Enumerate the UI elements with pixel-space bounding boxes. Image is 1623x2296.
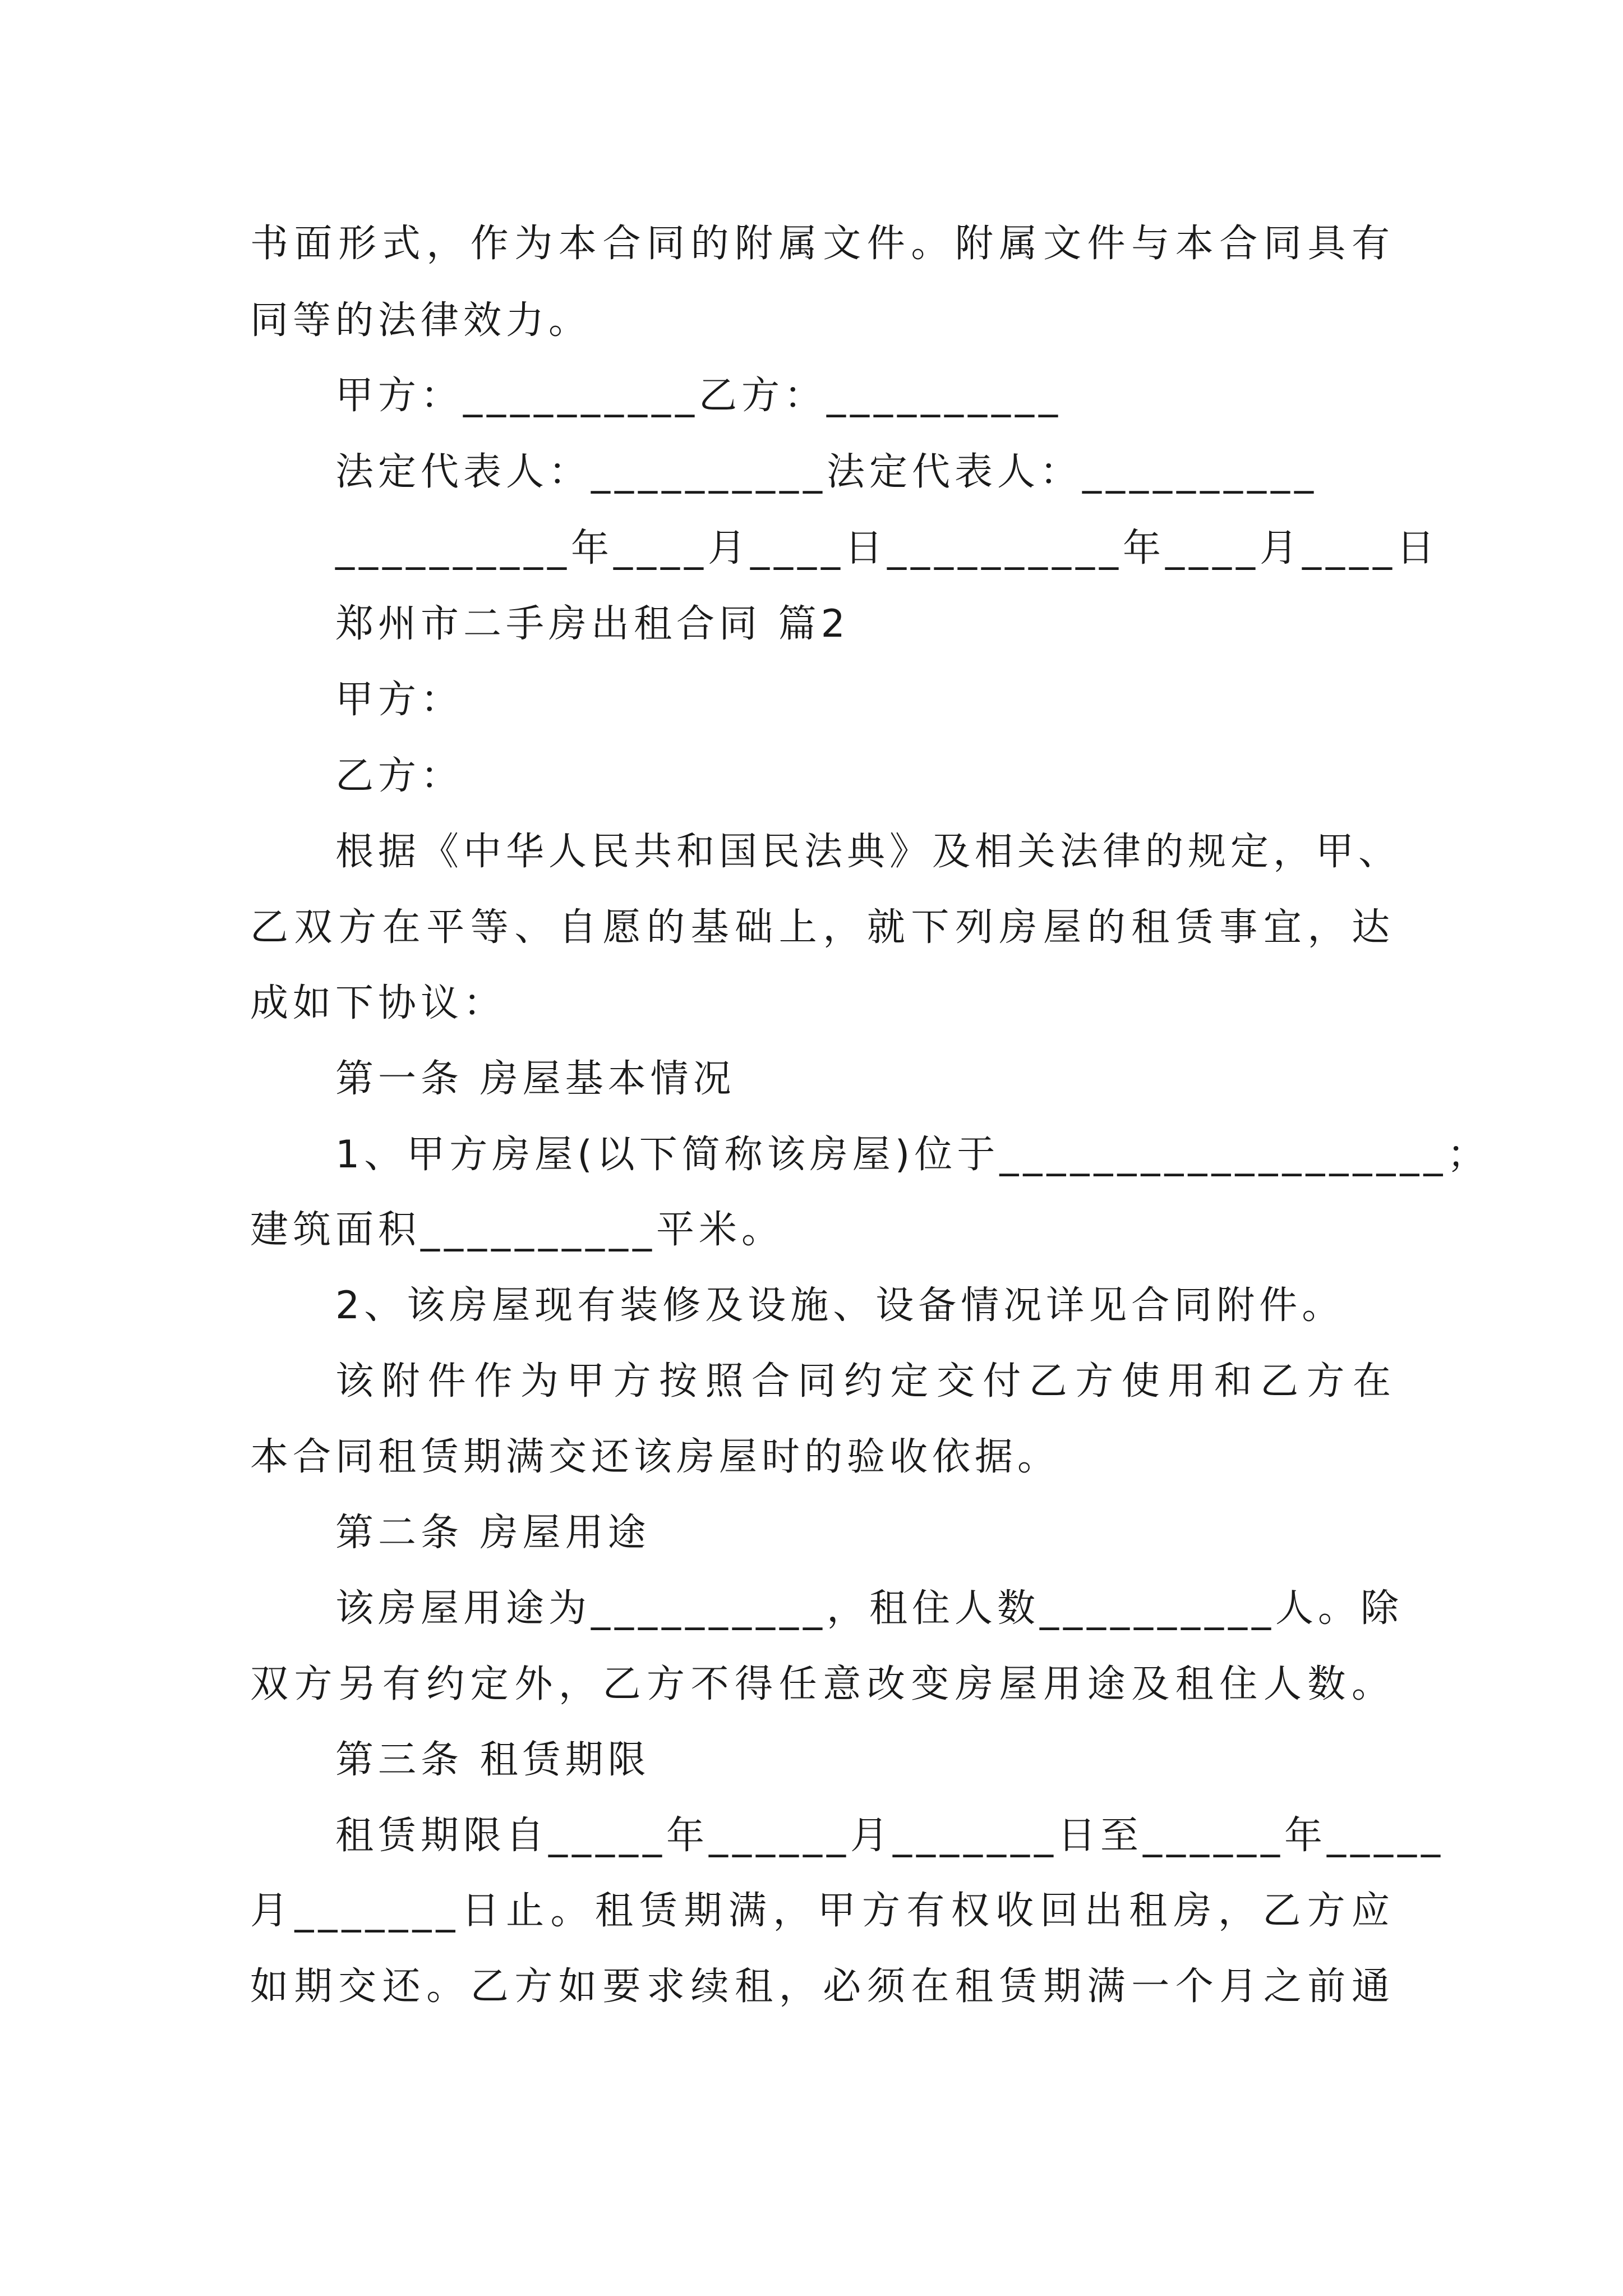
signature-representative-line: 法定代表人：__________法定代表人：__________: [335, 450, 1318, 494]
paragraph-line: 本合同租赁期满交还该房屋时的验收依据。: [250, 1435, 1061, 1479]
paragraph-line: 书面形式，作为本合同的附属文件。附属文件与本合同具有: [250, 222, 1394, 266]
paragraph-line: 月_______日止。租赁期满，甲方有权收回出租房，乙方应: [250, 1889, 1394, 1933]
paragraph-line: 租赁期限自_____年______月_______日至______年_____: [335, 1814, 1445, 1858]
paragraph-line: 乙双方在平等、自愿的基础上，就下列房屋的租赁事宜，达: [250, 905, 1394, 950]
section-heading: 郑州市二手房出租合同 篇2: [335, 602, 850, 646]
paragraph-line: 如期交还。乙方如要求续租，必须在租赁期满一个月之前通: [250, 1964, 1394, 2009]
signature-party-line: 甲方：__________乙方：__________: [335, 374, 1063, 418]
article-heading: 第一条 房屋基本情况: [335, 1057, 736, 1101]
paragraph-line: 该附件作为甲方按照合同约定交付乙方使用和乙方在: [335, 1359, 1395, 1404]
paragraph-line: 2、该房屋现有装修及设施、设备情况详见合同附件。: [335, 1283, 1345, 1328]
article-heading: 第三条 租赁期限: [335, 1738, 651, 1782]
party-b-line: 乙方：: [335, 754, 464, 798]
paragraph-line: 双方另有约定外，乙方不得任意改变房屋用途及租住人数。: [250, 1662, 1394, 1706]
paragraph-line: 成如下协议：: [250, 981, 506, 1025]
paragraph-line: 同等的法律效力。: [250, 298, 592, 343]
article-heading: 第二条 房屋用途: [335, 1511, 651, 1555]
paragraph-line: 该房屋用途为__________，租住人数__________人。除: [335, 1586, 1404, 1631]
paragraph-line: 建筑面积__________平米。: [250, 1208, 785, 1252]
paragraph-line: 根据《中华人民共和国民法典》及相关法律的规定，甲、: [335, 830, 1401, 874]
signature-date-line: __________年____月____日__________年____月____日: [335, 526, 1440, 570]
paragraph-line: 1、甲方房屋(以下简称该房屋)位于___________________；: [335, 1133, 1490, 1177]
party-a-line: 甲方：: [335, 678, 464, 722]
